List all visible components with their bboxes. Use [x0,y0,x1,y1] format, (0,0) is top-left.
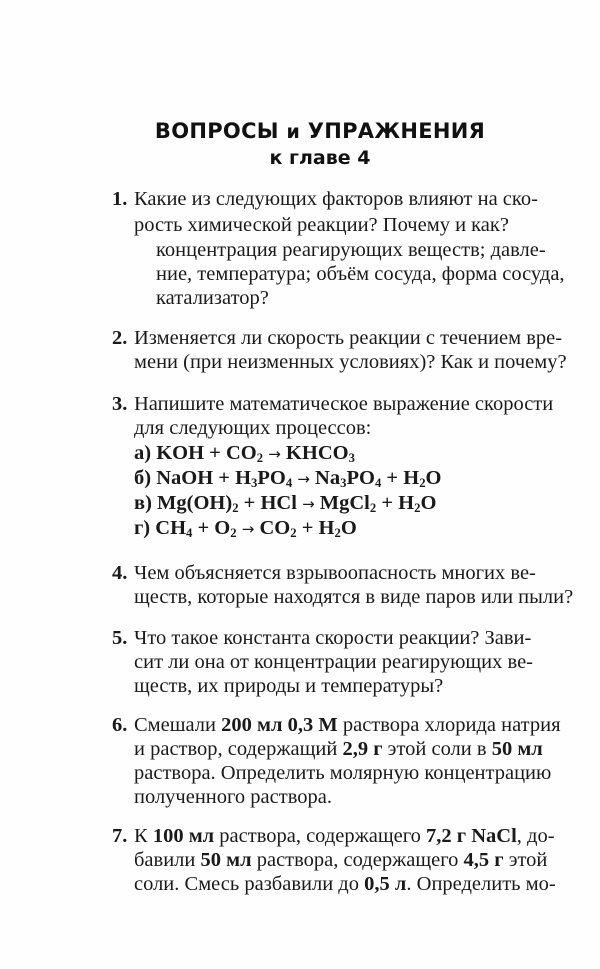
question-text-line: Смешали 200 мл 0,3 М раствора хлорида натрия [134,714,561,736]
question-number: 4. [112,562,128,584]
arrow-icon: → [268,445,281,463]
question-number: 2. [112,327,128,349]
arrow-icon: → [297,470,310,488]
equation-g: г) $CH_4 + O_2 \to CO_2 + H_2O$ [134,517,357,541]
question-number: 7. [112,825,128,847]
equation-a: а) KOH + $CO_2$ → $KHCO_3$ [134,442,355,466]
equation-b: б) NaOH + $H_3PO_4 \to Na_3PO_4 + H_2O$ [134,467,442,491]
question-text-line: раствора. Определить молярную концентрацию [134,762,552,784]
section-heading [0,119,600,143]
equation-v: в) $Mg(OH)_2$ + HCl → MgCl$_2$ + $H_2O$ [134,492,437,516]
question-text-line: и раствор, содержащий 2,9 г этой соли в 50 мл [134,738,543,760]
question-text-line: К 100 мл раствора, содержащего 7,2 г NaCl, до- [134,825,555,847]
question-number: 3. [112,393,128,415]
question-subtext-line: ние, температура; объём сосуда, форма сосуда, [156,263,565,285]
question-text-line: Какие из следующих факторов влияют на ско- [134,188,538,210]
question-text-line: рость химической реакции? Почему и как? [134,214,509,236]
arrow-icon: → [302,495,315,513]
question-text-line: полученного раствора. [134,786,332,808]
arrow-icon: → [241,520,255,538]
question-number: 1. [112,188,128,210]
question-subtext-line: концентрация реагирующих веществ; давле- [156,239,546,261]
question-subtext-line: катализатор? [156,287,269,309]
question-text-line: Что такое константа скорости реакции? Зави- [134,627,532,649]
question-text-line: Чем объясняется взрывоопасность многих ве- [134,562,536,584]
heading-part-2: УПРАЖНЕНИЯ [307,119,486,143]
question-text-line: ществ, которые находятся в виде паров или пыли? [134,586,574,608]
heading-part-1: ВОПРОСЫ [154,119,279,143]
question-text-line: для следующих процессов: [134,417,372,439]
question-text-line: сит ли она от концентрации реагирующих ве- [134,651,533,673]
heading-conjunction: и [286,121,301,143]
question-text-line: Изменяется ли скорость реакции с течением вре- [134,327,563,349]
question-number: 5. [112,627,128,649]
question-text-line: мени (при неизменных условиях)? Как и почему? [134,351,567,373]
question-number: 6. [112,714,128,736]
question-text-line: ществ, их природы и температуры? [134,675,444,697]
section-subheading: к главе 4 [269,147,371,169]
question-text-line: бавили 50 мл раствора, содержащего 4,5 г этой [134,849,548,871]
question-text-line: Напишите математическое выражение скорости [134,393,554,415]
question-text-line: соли. Смесь разбавили до 0,5 л. Определить мо- [134,873,556,895]
